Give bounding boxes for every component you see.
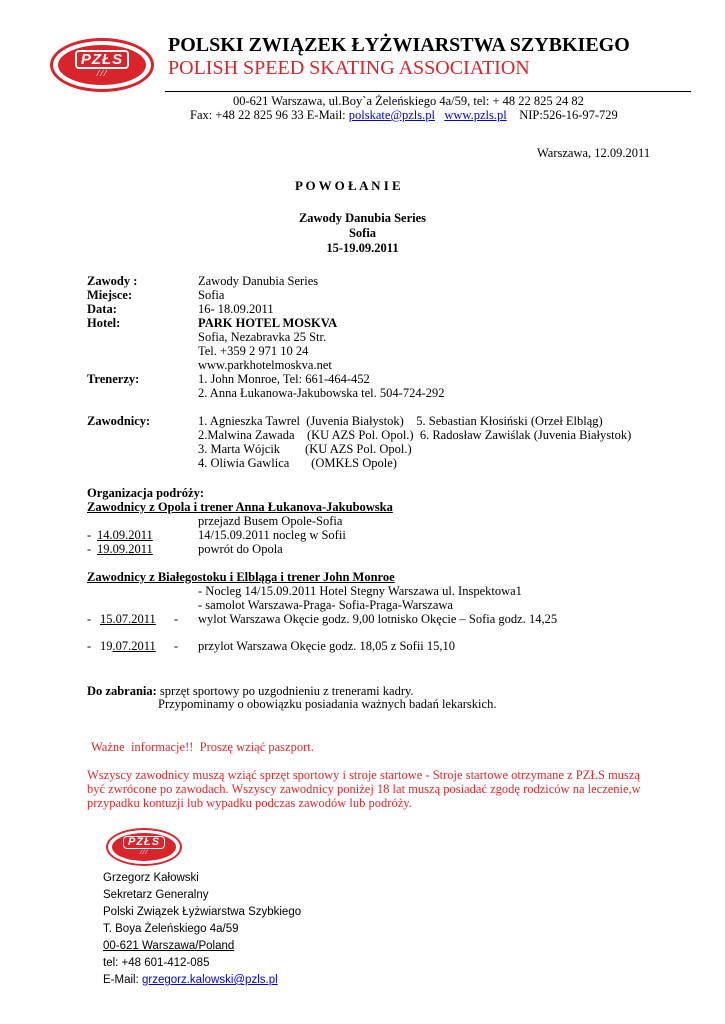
travel-group2-dash-2: - [87,639,92,653]
hotel-label: Hotel: [87,316,121,330]
zawodnicy-line-3: 3. Marta Wójcik (KU AZS Pol. Opol.) [198,442,412,456]
travel-group2-line-1: - Nocleg 14/15.09.2011 Hotel Stegny Warszawa ul. Inspektowa1 [198,584,522,598]
event-city: Sofia [348,226,377,240]
signature-tel: tel: +48 601-412-085 [103,957,210,969]
trenerzy-label: Trenerzy: [87,372,140,386]
travel-group2-date-1: 15.07.2011 [100,612,156,626]
travel-group1-heading: Zawodnicy z Opola i trener Anna Łukanova-Jakubowska [87,500,393,514]
header-divider [165,91,691,92]
trener-1: 1. John Monroe, Tel: 661-464-452 [198,372,370,386]
signature-email-label: E-Mail: [103,974,139,986]
red-notice-line-1: Wszyscy zawodnicy muszą wziąć sprzęt sportowy i stroje startowe - Stroje startowe otrzymane z PZŁS muszą [87,768,640,782]
header-website-link[interactable]: www.pzls.pl [444,108,507,122]
title-polish: POLSKI ZWIĄZEK ŁYŻWIARSTWA SZYBKIEGO [168,34,630,56]
hotel-address: Sofia, Nezabravka 25 Str. [198,330,327,344]
event-dates: 15-19.09.2011 [326,241,399,255]
title-english: POLISH SPEED SKATING ASSOCIATION [168,57,530,79]
miejsce-label: Miejsce: [87,288,133,302]
signature-logo-text: PZŁS [123,836,165,849]
zawody-label: Zawody : [87,274,138,288]
document-title: P O W O Ł A N I E [295,178,401,193]
travel-group2-dash-1: - [87,612,92,626]
data-value: 16- 18.09.2011 [198,302,274,316]
travel-group1-text-1: 14/15.09.2011 nocleg w Sofii [198,528,346,542]
header-fax: Fax: +48 22 825 96 33 E-Mail: [190,108,346,122]
signature-org: Polski Związek Łyżwiarstwa Szybkiego [103,906,302,918]
travel-group2-line-2: - samolot Warszawa-Praga- Sofia-Praga-Warszawa [198,598,453,612]
data-label: Data: [87,302,117,316]
travel-group1-date-2: 19.09.2011 [97,542,153,556]
travel-group1-date-1: 14.09.2011 [97,528,153,542]
red-notice-line-3: przypadku kontuzji lub wypadku podczas zawodów lub podróży. [87,796,412,810]
trener-2: 2. Anna Łukanowa-Jakubowska tel. 504-724-292 [198,386,445,400]
signature-logo-mark: ⁄ ⁄ ⁄ [140,850,148,856]
miejsce-value: Sofia [198,288,225,302]
signature-role: Sekretarz Generalny [103,889,209,901]
travel-group2-text-1: wylot Warszawa Okęcie godz. 9,00 lotnisko Okęcie – Sofia godz. 14,25 [198,612,558,626]
travel-group2-dash-2b: - [174,639,179,653]
zabrania-label: Do zabrania: [87,684,157,698]
zabrania-text: sprzęt sportowy po uzgodnieniu z trenerami kadry. [159,684,414,698]
date-line: Warszawa, 12.09.2011 [537,146,651,160]
signature-pzls-logo [106,828,182,866]
travel-group2-text-2: przylot Warszawa Okęcie godz. 18,05 z Sofii 15,10 [198,639,456,653]
travel-group1-dash-2: - [87,542,92,556]
signature-email-link[interactable]: grzegorz.kalowski@pzls.pl [141,974,278,986]
important-info: Ważne informacje!! Proszę wziąć paszport. [91,740,314,754]
hotel-tel: Tel. +359 2 971 10 24 [198,344,309,358]
signature-city: 00-621 Warszawa/Poland [103,940,235,952]
zawodnicy-label: Zawodnicy: [87,414,151,428]
travel-group1-dash-1: - [87,528,92,542]
hotel-name: PARK HOTEL MOSKVA [198,316,338,330]
travel-group2-heading: Zawodnicy z Białegostoku i Elbląga i trener John Monroe [87,570,395,584]
red-notice-line-2: być zwrócone po zawodach. Wszyscy zawodnicy poniżej 18 lat muszą posiadać zgodę rodziców na leczenie,w [87,782,641,796]
hotel-website: www.parkhotelmoskva.net [198,358,332,372]
signature-street: T. Boya Żeleńskiego 4a/59 [103,923,239,935]
signature-name: Grzegorz Kałowski [103,872,199,884]
travel-group1-text-2: powrót do Opola [198,542,283,556]
reminder-line: Przypominamy o obowiązku posiadania ważnych badań lekarskich. [158,697,497,711]
travel-group2-date-2-prefix: 19 [100,639,113,653]
event-name: Zawody Danubia Series [298,211,427,225]
header-address: 00-621 Warszawa, ul.Boy`a Żeleńskiego 4a/59, tel: + 48 22 825 24 82 [233,94,584,108]
zawodnicy-line-1: 1. Agnieszka Tawrel (Juvenia Białystok) 5. Sebastian Kłosiński (Orzeł Elbląg) [198,414,603,428]
zawody-value: Zawody Danubia Series [198,274,319,288]
travel-group1-bus: przejazd Busem Opole-Sofia [198,514,343,528]
zawodnicy-line-4: 4. Oliwia Gawlica (OMKŁS Opole) [198,456,397,470]
zawodnicy-line-2: 2.Malwina Zawada (KU AZS Pol. Opol.) 6. Radosław Zawiślak (Juvenia Białystok) [198,428,632,442]
header-nip: NIP:526-16-97-729 [519,108,618,122]
travel-group2-date-2-rest: .07.2011 [112,639,156,653]
logo-skater-mark: ⁄ ⁄ ⁄ [97,69,107,78]
travel-group2-date-2 [100,639,156,654]
header-email-link[interactable]: polskate@pzls.pl [348,108,435,122]
logo-text: PZŁS [75,50,129,69]
header-contact-line [190,108,618,123]
signature-email-line [103,974,278,986]
travel-group2-dash-1b: - [174,612,179,626]
travel-heading: Organizacja podróży: [87,486,204,500]
pzls-logo [50,38,154,92]
